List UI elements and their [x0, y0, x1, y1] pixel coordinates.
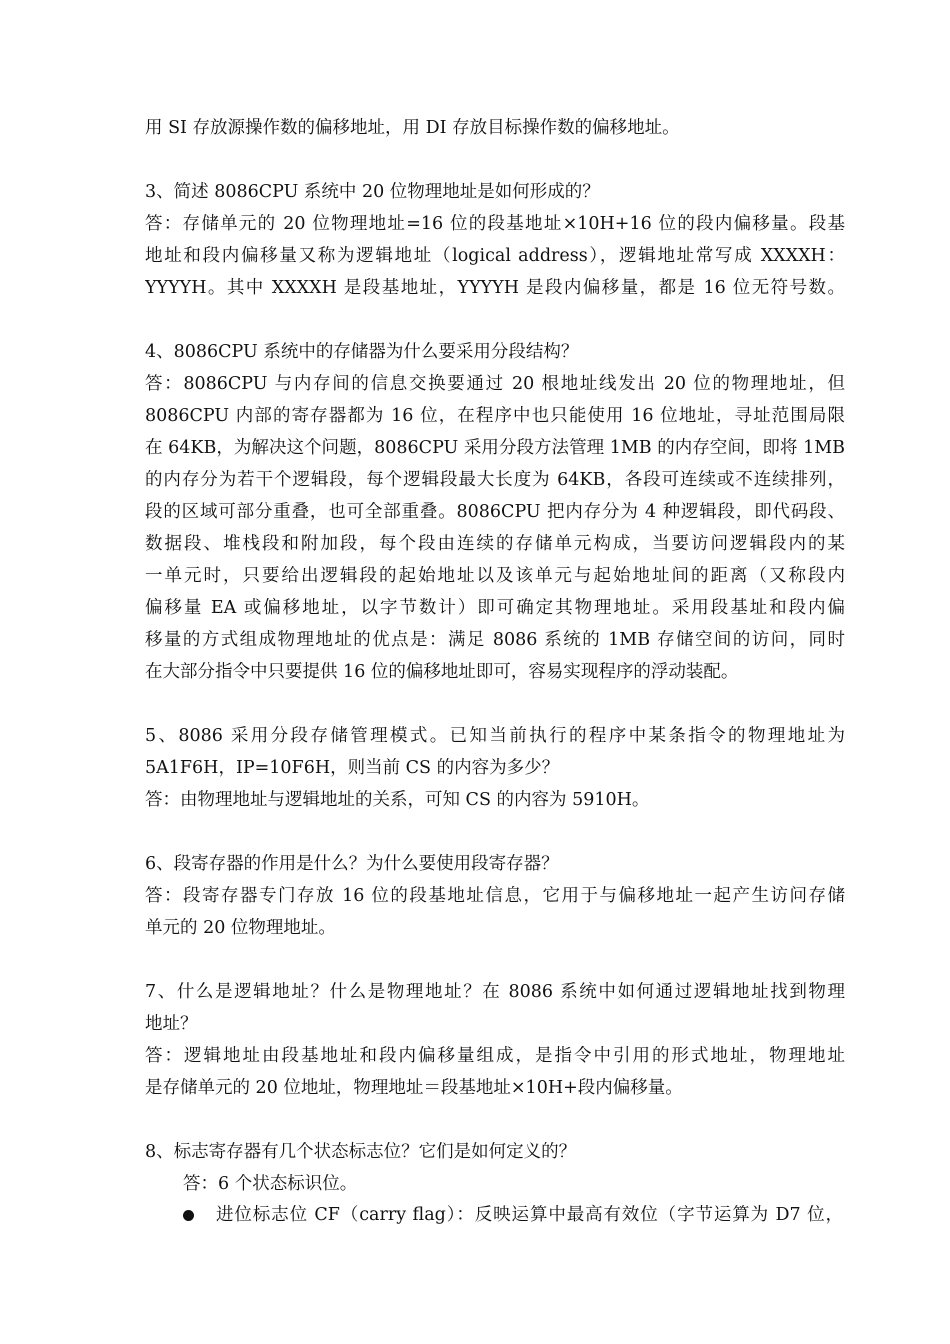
question-5-line-2: 5A1F6H，IP=10F6H，则当前 CS 的内容为多少？: [145, 758, 560, 778]
bullet-dot-icon: [183, 1210, 194, 1221]
answer-3-line-3: YYYYH。其中 XXXXH 是段基地址，YYYYH 是段内偏移量，都是 16 位无符号数。: [145, 278, 845, 298]
answer-3-line-2: 地址和段内偏移量又称为逻辑地址（logical address），逻辑地址常写成 XXXXH：: [145, 246, 845, 266]
answer-4-line-6: 数据段、堆栈段和附加段，每个段由连续的存储单元构成，当要访问逻辑段内的某: [145, 534, 845, 554]
answer-6-line-2: 单元的 20 位物理地址。: [145, 918, 336, 938]
answer-4-line-3: 在 64KB，为解决这个问题，8086CPU 采用分段方法管理 1MB 的内存空间，即将 1MB: [145, 438, 845, 458]
answer-4-line-9: 移量的方式组成物理地址的优点是：满足 8086 系统的 1MB 存储空间的访问，同时: [145, 630, 845, 650]
question-5-line-1: 5、8086 采用分段存储管理模式。已知当前执行的程序中某条指令的物理地址为: [145, 726, 845, 746]
answer-6-line-1: 答：段寄存器专门存放 16 位的段基地址信息，它用于与偏移地址一起产生访问存储: [145, 886, 845, 906]
text-line-1: 用 SI 存放源操作数的偏移地址，用 DI 存放目标操作数的偏移地址。: [145, 118, 680, 138]
answer-4-line-7: 一单元时，只要给出逻辑段的起始地址以及该单元与起始地址间的距离（又称段内: [145, 566, 845, 586]
answer-5-line-1: 答：由物理地址与逻辑地址的关系，可知 CS 的内容为 5910H。: [145, 790, 650, 810]
answer-8-line-1: 答：6 个状态标识位。: [183, 1174, 358, 1194]
question-7-line-2: 地址？: [145, 1014, 198, 1034]
answer-4-line-8: 偏移量 EA 或偏移地址，以字节数计）即可确定其物理地址。采用段基址和段内偏: [145, 598, 845, 618]
question-8-heading: 8、标志寄存器有几个状态标志位？它们是如何定义的？: [145, 1142, 577, 1162]
question-7-line-1: 7、什么是逻辑地址？什么是物理地址？在 8086 系统中如何通过逻辑地址找到物理: [145, 982, 845, 1002]
answer-4-line-5: 段的区域可部分重叠，也可全部重叠。8086CPU 把内存分为 4 种逻辑段，即代码段、: [145, 502, 845, 522]
answer-7-line-2: 是存储单元的 20 位地址，物理地址＝段基地址×10H+段内偏移量。: [145, 1078, 683, 1098]
answer-4-line-4: 的内存分为若干个逻辑段，每个逻辑段最大长度为 64KB，各段可连续或不连续排列，: [145, 470, 845, 490]
bullet-item-cf: 进位标志位 CF（carry flag）：反映运算中最高有效位（字节运算为 D7 位，: [216, 1205, 843, 1225]
question-4-heading: 4、8086CPU 系统中的存储器为什么要采用分段结构？: [145, 342, 579, 362]
question-3-heading: 3、简述 8086CPU 系统中 20 位物理地址是如何形成的？: [145, 182, 600, 202]
answer-4-line-1: 答：8086CPU 与内存间的信息交换要通过 20 根地址线发出 20 位的物理地址，但: [145, 374, 845, 394]
question-6-heading: 6、段寄存器的作用是什么？为什么要使用段寄存器？: [145, 854, 559, 874]
answer-4-line-2: 8086CPU 内部的寄存器都为 16 位，在程序中也只能使用 16 位地址，寻址范围局限: [145, 406, 845, 426]
answer-4-line-10: 在大部分指令中只要提供 16 位的偏移地址即可，容易实现程序的浮动装配。: [145, 662, 739, 682]
answer-3-line-1: 答：存储单元的 20 位物理地址=16 位的段基地址×10H+16 位的段内偏移量。段基: [145, 214, 845, 234]
answer-7-line-1: 答：逻辑地址由段基地址和段内偏移量组成，是指令中引用的形式地址，物理地址: [145, 1046, 845, 1066]
